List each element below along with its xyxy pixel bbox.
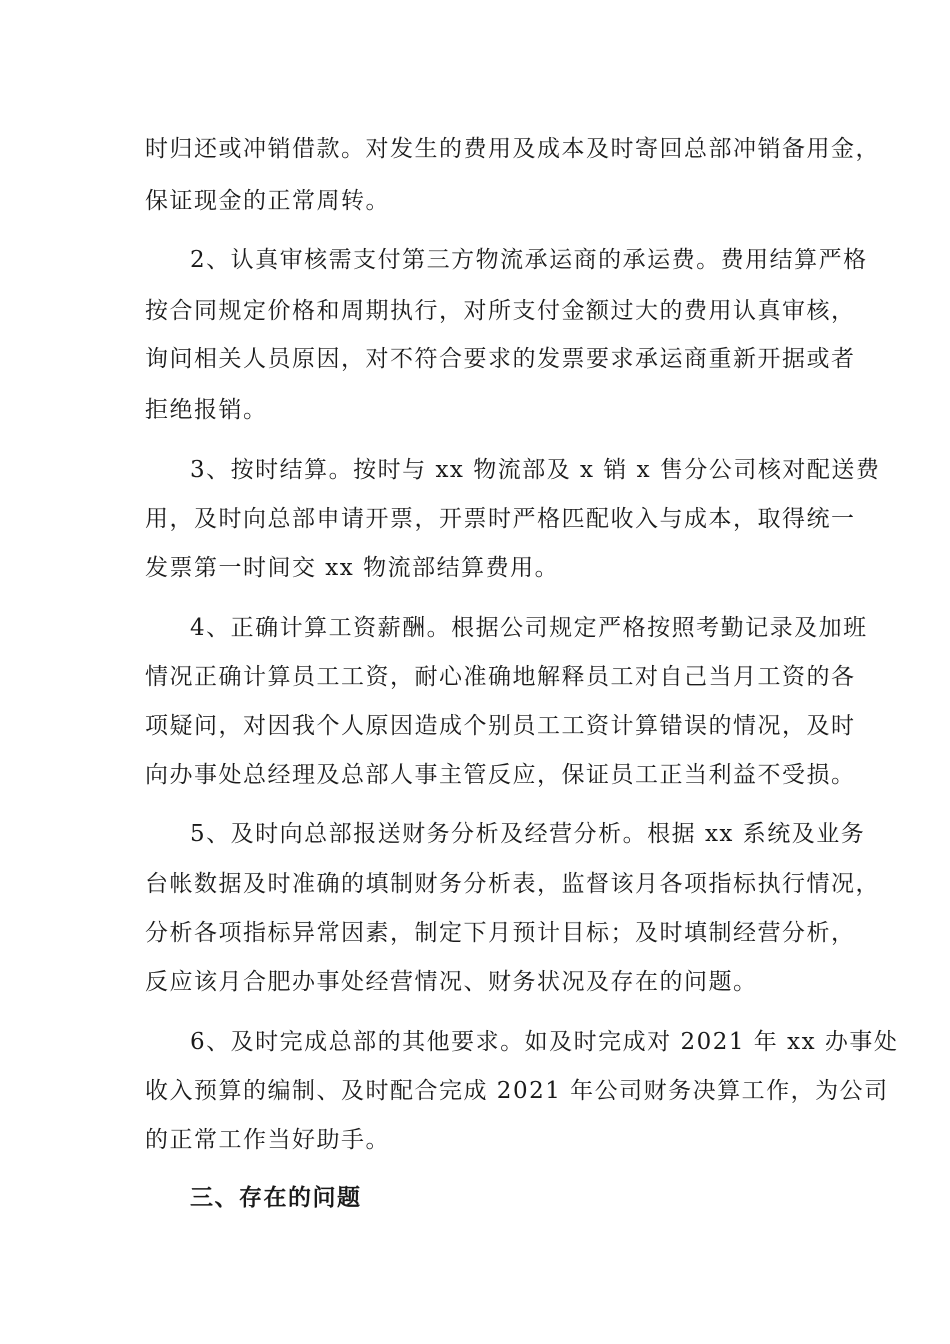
- paragraph-4-line-1: 4、正确计算工资薪酬。根据公司规定严格按照考勤记录及加班: [190, 615, 868, 641]
- paragraph-5-line-1: 5、及时向总部报送财务分析及经营分析。根据 xx 系统及业务: [190, 821, 866, 847]
- paragraph-2-line-2: 按合同规定价格和周期执行，对所支付金额过大的费用认真审核，: [145, 298, 856, 324]
- paragraph-6-line-1: 6、及时完成总部的其他要求。如及时完成对 2021 年 xx 办事处: [190, 1029, 899, 1055]
- paragraph-2-line-4: 拒绝报销。: [145, 397, 268, 423]
- paragraph-5-line-4: 反应该月合肥办事处经营情况、财务状况及存在的问题。: [145, 969, 758, 995]
- paragraph-1-line-2: 保证现金的正常周转。: [145, 188, 390, 214]
- paragraph-5-line-3: 分析各项指标异常因素，制定下月预计目标；及时填制经营分析，: [145, 920, 856, 946]
- paragraph-3-line-3: 发票第一时间交 xx 物流部结算费用。: [145, 555, 560, 581]
- paragraph-2-line-3: 询问相关人员原因，对不符合要求的发票要求承运商重新开据或者: [145, 346, 856, 372]
- paragraph-4-line-4: 向办事处总经理及总部人事主管反应，保证员工正当利益不受损。: [145, 762, 856, 788]
- paragraph-4-line-3: 项疑问，对因我个人原因造成个别员工工资计算错误的情况，及时: [145, 713, 856, 739]
- paragraph-3-line-2: 用，及时向总部申请开票，开票时严格匹配收入与成本，取得统一: [145, 506, 856, 532]
- paragraph-2-line-1: 2、认真审核需支付第三方物流承运商的承运费。费用结算严格: [190, 247, 868, 273]
- paragraph-6-line-2: 收入预算的编制、及时配合完成 2021 年公司财务决算工作，为公司: [145, 1078, 889, 1104]
- paragraph-1-line-1: 时归还或冲销借款。对发生的费用及成本及时寄回总部冲销备用金，: [145, 136, 880, 162]
- section-heading: 三、存在的问题: [190, 1185, 362, 1211]
- paragraph-3-line-1: 3、按时结算。按时与 xx 物流部及 x 销 x 售分公司核对配送费: [190, 457, 881, 483]
- paragraph-5-line-2: 台帐数据及时准确的填制财务分析表，监督该月各项指标执行情况，: [145, 871, 880, 897]
- paragraph-6-line-3: 的正常工作当好助手。: [145, 1127, 390, 1153]
- paragraph-4-line-2: 情况正确计算员工工资，耐心准确地解释员工对自己当月工资的各: [145, 664, 856, 690]
